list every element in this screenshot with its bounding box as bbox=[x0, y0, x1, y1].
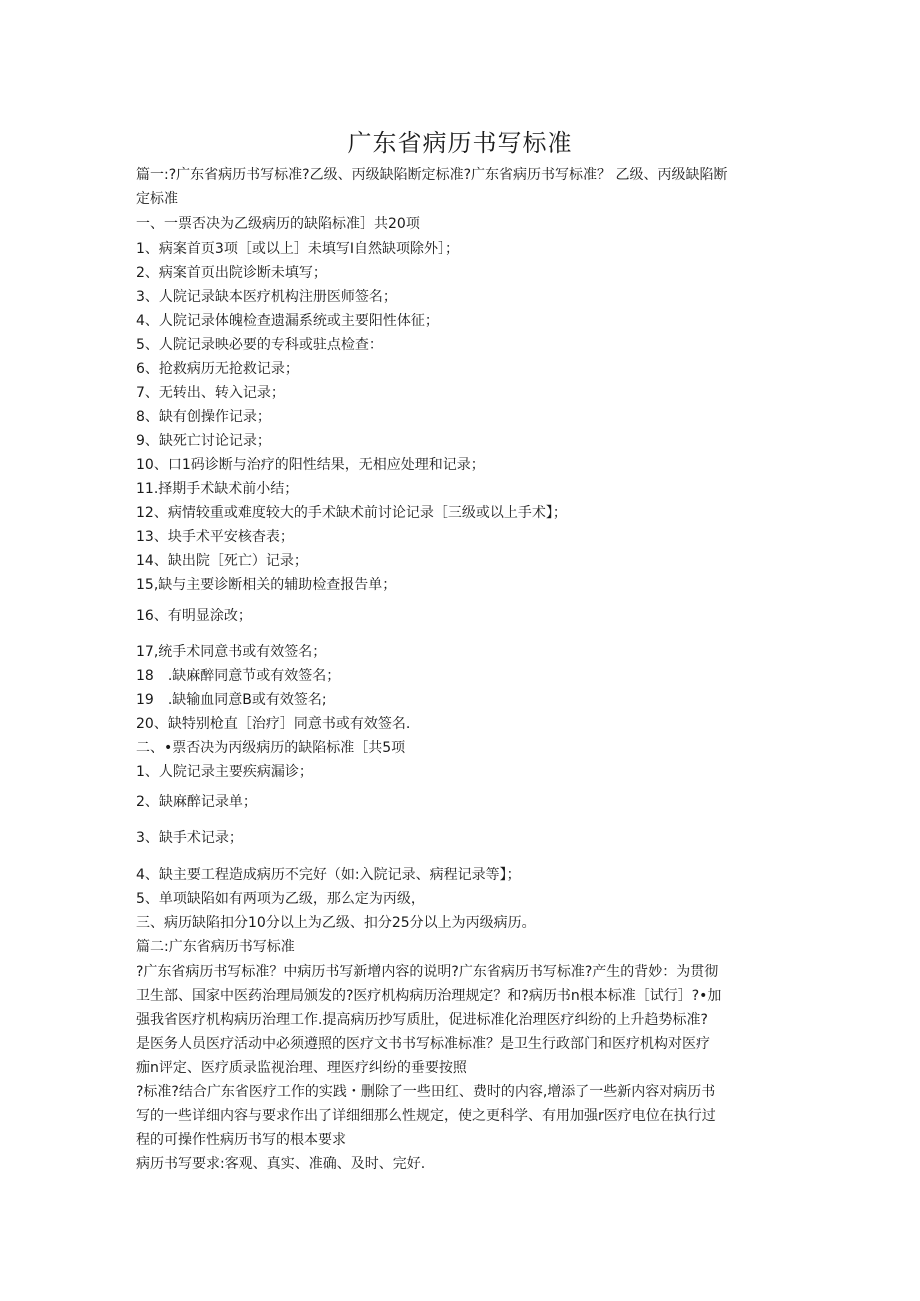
section-heading: 三、病历缺陷扣分10分以上为乙级、扣分25分以上为丙级病历。 bbox=[136, 915, 536, 931]
list-item: 2、缺麻醉记录单； bbox=[136, 794, 257, 810]
section-heading: 二、•票否决为丙级病历的缺陷标准［共5项 bbox=[136, 740, 406, 756]
list-item: 20、缺特别枪直［治疗］同意书或有效签名. bbox=[136, 716, 411, 732]
paragraph-line: 是医务人员医疗活动中必须遵照的医疗文书书写标准标准？是卫生行政部门和医疗机构对医疗 bbox=[136, 1036, 710, 1052]
list-item: 6、抢救病历无抢救记录； bbox=[136, 361, 299, 377]
list-item: 8、缺有创操作记录； bbox=[136, 409, 271, 425]
text-line: 定标准 bbox=[136, 191, 178, 207]
list-item: 11.择期手术缺术前小结； bbox=[136, 481, 299, 497]
list-item: 19 .缺输血同意B或有效签名; bbox=[136, 692, 327, 708]
list-item: 3、人院记录缺本医疗机构注册医师签名； bbox=[136, 289, 397, 305]
section-heading: 篇二:广东省病历书写标准 bbox=[136, 939, 295, 955]
list-item: 15,缺与主要诊断相关的辅助检查报告单； bbox=[136, 577, 397, 593]
list-item: 7、无转出、转入记录； bbox=[136, 385, 285, 401]
list-item: 2、病案首页出院诊断未填写； bbox=[136, 265, 327, 281]
section-heading: 一、一票否决为乙级病历的缺陷标准］共20项 bbox=[136, 216, 420, 232]
list-item: 5、人院记录映必要的专科或驻点检查： bbox=[136, 337, 383, 353]
list-item: 9、缺死亡讨论记录； bbox=[136, 433, 271, 449]
paragraph-line: 写的一些详细内容与要求作出了详细细那么性规定，使之更科学、有用加强r医疗电位在执行过 bbox=[136, 1108, 716, 1124]
list-item: 18 .缺麻醉同意节或有效签名； bbox=[136, 668, 341, 684]
list-item: 1、病案首页3项［或以上］未填写I自然缺项除外］； bbox=[136, 241, 459, 257]
list-item: 5、单项缺陷如有两项为乙级，那么定为丙级， bbox=[136, 891, 425, 907]
paragraph-line: 病历书写要求:客观、真实、准确、及时、完好. bbox=[136, 1156, 426, 1172]
document-title: 广东省病历书写标准 bbox=[347, 129, 573, 157]
list-item: 14、缺出院［死亡）记录； bbox=[136, 553, 308, 569]
list-item: 10、口1码诊断与治疗的阳性结果，无相应处理和记录； bbox=[136, 457, 485, 473]
list-item: 12、病情较重或难度较大的手术缺术前讨论记录［三级或以上手术】； bbox=[136, 505, 567, 521]
paragraph-line: 卫生部、国家中医药治理局颁发的?医疗机构病历治理规定？和?病历书n根本标准［试行］?•加 bbox=[136, 988, 722, 1004]
list-item: 4、缺主要工程造成病历不完好（如:入院记录、病程记录等】； bbox=[136, 867, 521, 883]
list-item: 16、有明显涂改； bbox=[136, 608, 252, 624]
paragraph-line: ?标准?结合广东省医疗工作的实践・删除了一些田红、费时的内容,增添了一些新内容对病历书 bbox=[136, 1084, 716, 1100]
paragraph-line: ?广东省病历书写标准？中病历书写新增内容的说明?广东省病历书写标准?产生的背妙：为贯彻 bbox=[136, 964, 719, 980]
text-line: 篇一:?广东省病历书写标准?乙级、丙级缺陷断定标准?广东省病历书写标准？ 乙级、丙级缺陷断 bbox=[136, 167, 728, 183]
list-item: 17,统手术同意书或有效签名； bbox=[136, 644, 327, 660]
list-item: 1、人院记录主要疾病漏诊； bbox=[136, 764, 313, 780]
list-item: 4、人院记录体魄检查遗漏系统或主要阳性体征； bbox=[136, 313, 439, 329]
paragraph-line: 程的可操作性病历书写的根本要求 bbox=[136, 1132, 346, 1148]
paragraph-line: 强我省医疗机构病历治理工作.提高病历抄写质肚，促进标准化治理医疗纠纷的上升趋势标准? bbox=[136, 1012, 708, 1028]
list-item: 3、缺手术记录； bbox=[136, 830, 243, 846]
paragraph-line: 痂n评定、医疗质录监视治理、理医疗纠纷的垂要按照 bbox=[136, 1060, 467, 1076]
list-item: 13、块手术平安核杳表； bbox=[136, 529, 294, 545]
